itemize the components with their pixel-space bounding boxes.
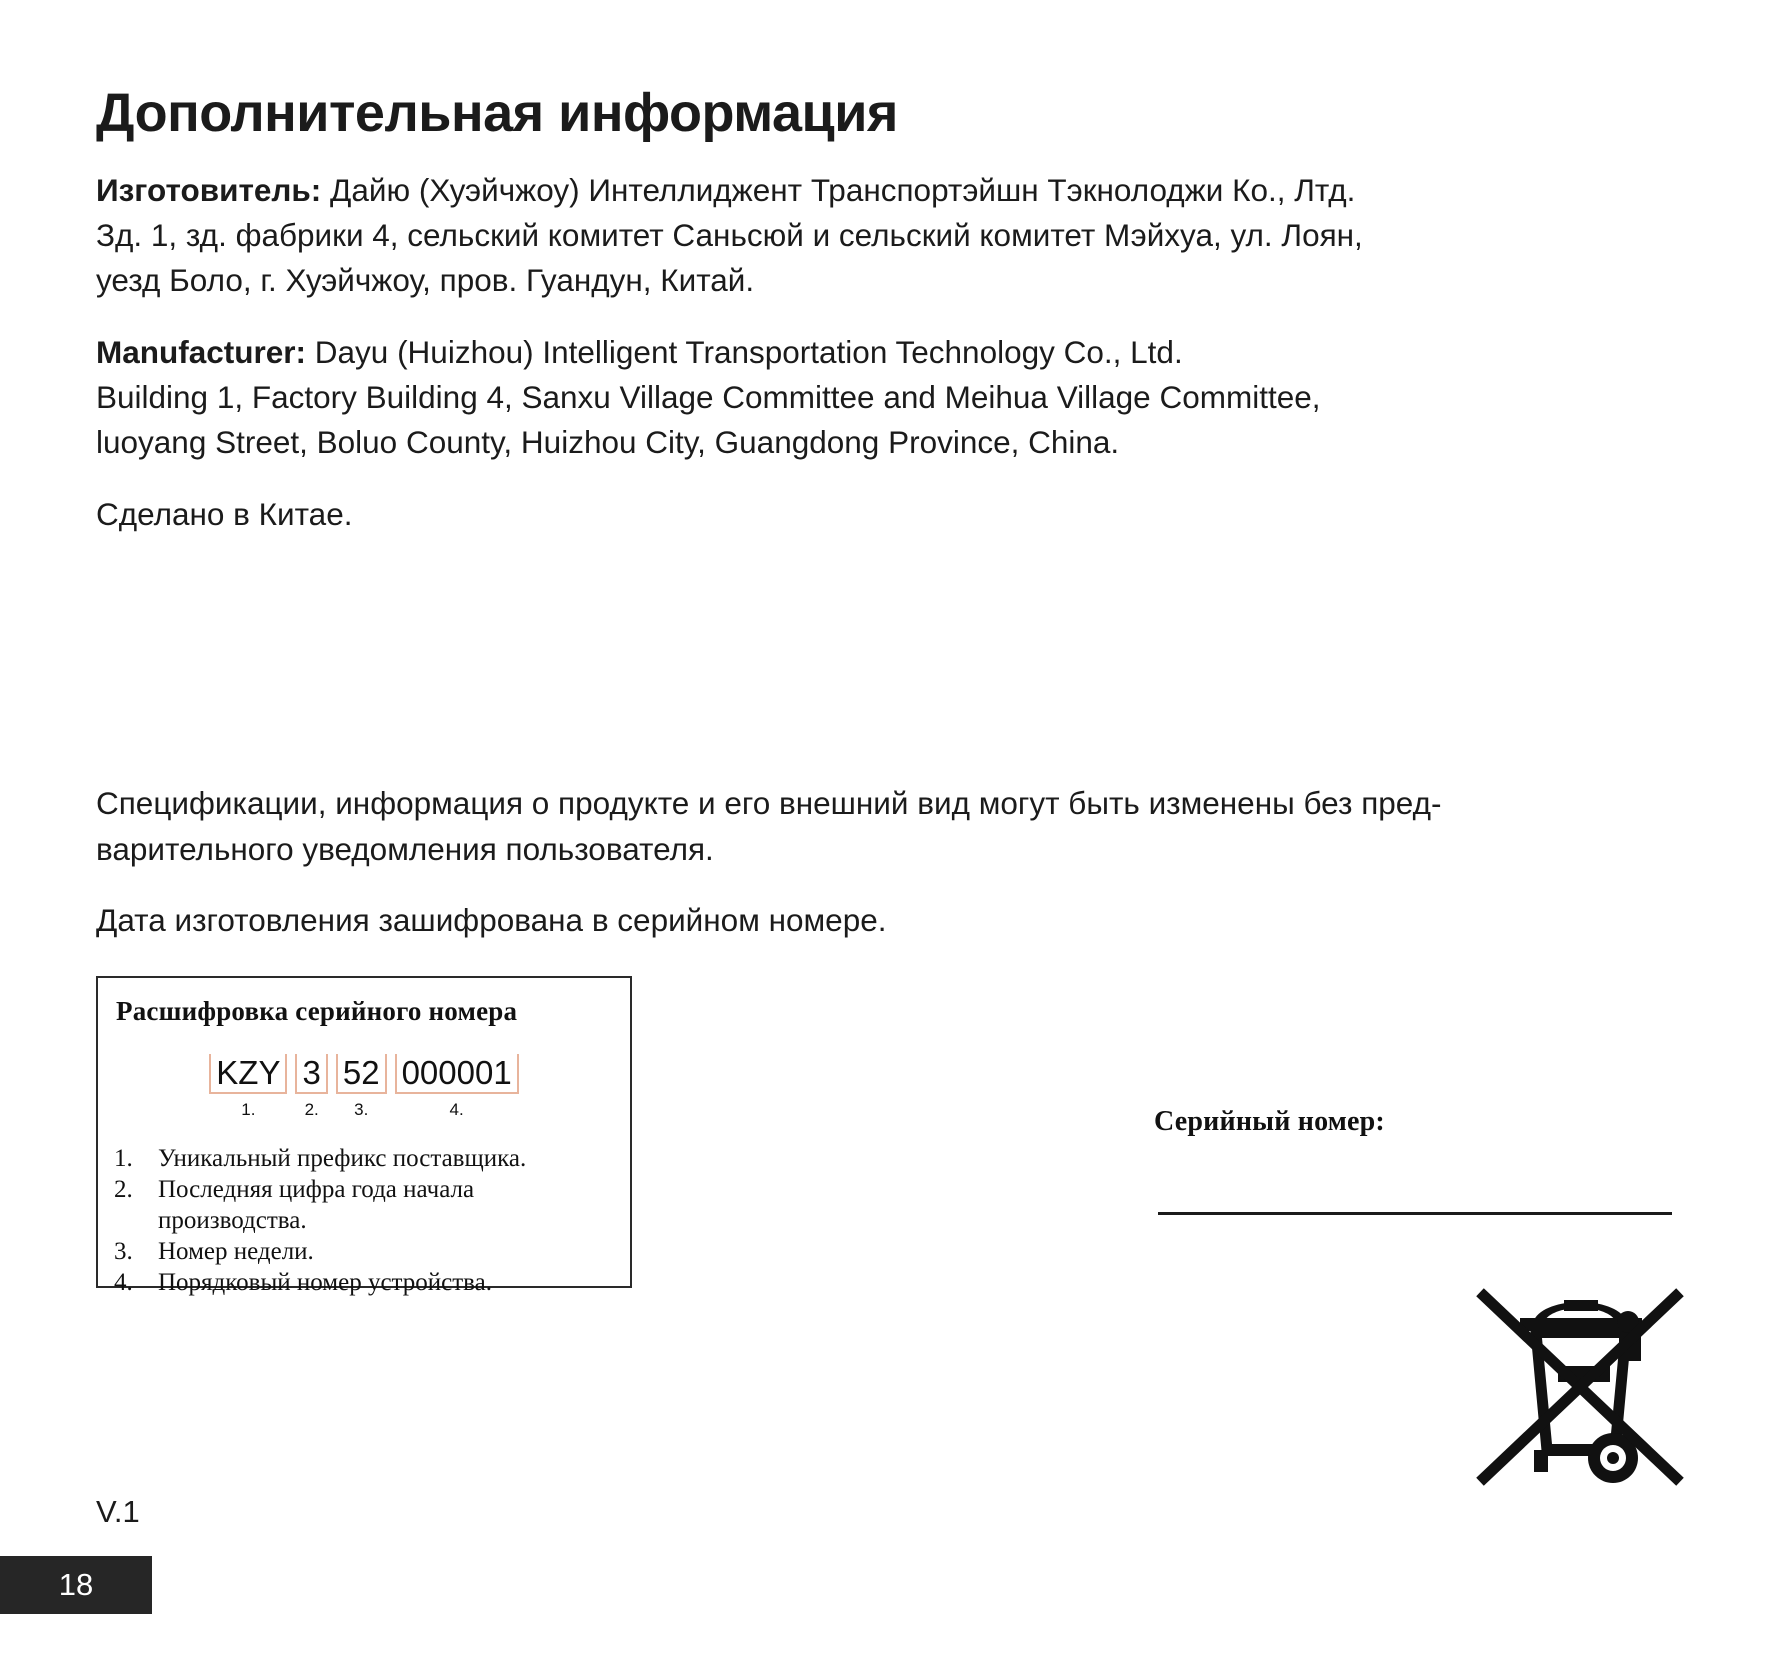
serial-decode-title: Расшифровка серийного номера xyxy=(116,996,518,1026)
manufacturer-ru-label: Изготовитель: xyxy=(96,172,322,208)
serial-segment xyxy=(336,1054,387,1120)
manufacturer-ru-address-line1: Зд. 1, зд. фабрики 4, сельский комитет Саньсюй и сельский комитет Мэйхуа, ул. Лоян, xyxy=(96,217,1363,253)
serial-segment-index: 3. xyxy=(354,1100,369,1119)
serial-sample xyxy=(98,1054,630,1120)
serial-segment-value: 000001 xyxy=(395,1054,519,1094)
manufacturer-en-label: Manufacturer: xyxy=(96,334,307,370)
list-item xyxy=(114,1236,618,1267)
page-title: Дополнительная информация xyxy=(96,83,898,143)
document-version: V.1 xyxy=(96,1494,140,1529)
manufacturer-ru-name: Дайю (Хуэйчжоу) Интеллиджент Транспортэйшн Тэкнолоджи Ко., Лтд. xyxy=(321,172,1356,208)
made-in-statement: Сделано в Китае. xyxy=(96,496,353,532)
list-item-index: 3. xyxy=(114,1238,133,1265)
serial-segment xyxy=(395,1054,519,1120)
list-item-text: Порядковый номер устройства. xyxy=(158,1269,492,1296)
page-number-badge: 18 xyxy=(0,1556,152,1614)
list-item xyxy=(114,1174,618,1236)
list-item-text: Номер недели. xyxy=(158,1238,314,1265)
serial-segment-index: 1. xyxy=(241,1100,256,1119)
serial-segment-value: 52 xyxy=(336,1054,387,1094)
serial-segment xyxy=(295,1054,327,1120)
list-item-index: 2. xyxy=(114,1176,133,1203)
specifications-disclaimer: Спецификации, информация о продукте и его внешний вид могут быть изменены без пред-варительного уведомления пользователя. xyxy=(96,785,1442,867)
serial-segment xyxy=(209,1054,287,1120)
list-item-text: Уникальный префикс поставщика. xyxy=(158,1145,527,1172)
list-item-index: 4. xyxy=(114,1269,133,1296)
serial-segment-value: 3 xyxy=(295,1054,327,1094)
manufacturer-en-line1 xyxy=(96,330,1496,375)
list-item-index: 1. xyxy=(114,1145,133,1172)
list-item xyxy=(114,1143,618,1174)
manufacturer-block-en xyxy=(96,330,1496,465)
serial-segment-index: 2. xyxy=(304,1100,319,1119)
serial-segment-value: KZY xyxy=(209,1054,287,1094)
serial-decode-legend xyxy=(114,1143,618,1298)
manufacturer-ru-address-line2: уезд Боло, г. Хуэйчжоу, пров. Гуандун, Китай. xyxy=(96,262,755,298)
manufacture-date-note: Дата изготовления зашифрована в серийном номере. xyxy=(96,902,887,938)
manufacturer-en-address-line2: luoyang Street, Boluo County, Huizhou City, Guangdong Province, China. xyxy=(96,424,1120,460)
manufacturer-ru-line1 xyxy=(96,168,1516,213)
manufacturer-en-address-line1: Building 1, Factory Building 4, Sanxu Village Committee and Meihua Village Committee, xyxy=(96,379,1321,415)
manufacturer-block-ru xyxy=(96,168,1516,303)
weee-crossed-out-bin-icon xyxy=(1472,1278,1688,1490)
serial-number-write-line[interactable] xyxy=(1158,1212,1672,1215)
serial-decode-box xyxy=(96,976,632,1296)
list-item xyxy=(114,1267,618,1298)
serial-number-label: Серийный номер: xyxy=(1154,1106,1385,1137)
serial-segment-index: 4. xyxy=(449,1100,464,1119)
manufacturer-en-name: Dayu (Huizhou) Intelligent Transportation Technology Co., Ltd. xyxy=(306,334,1183,370)
list-item-text: Последняя цифра года начала производства. xyxy=(158,1176,475,1234)
